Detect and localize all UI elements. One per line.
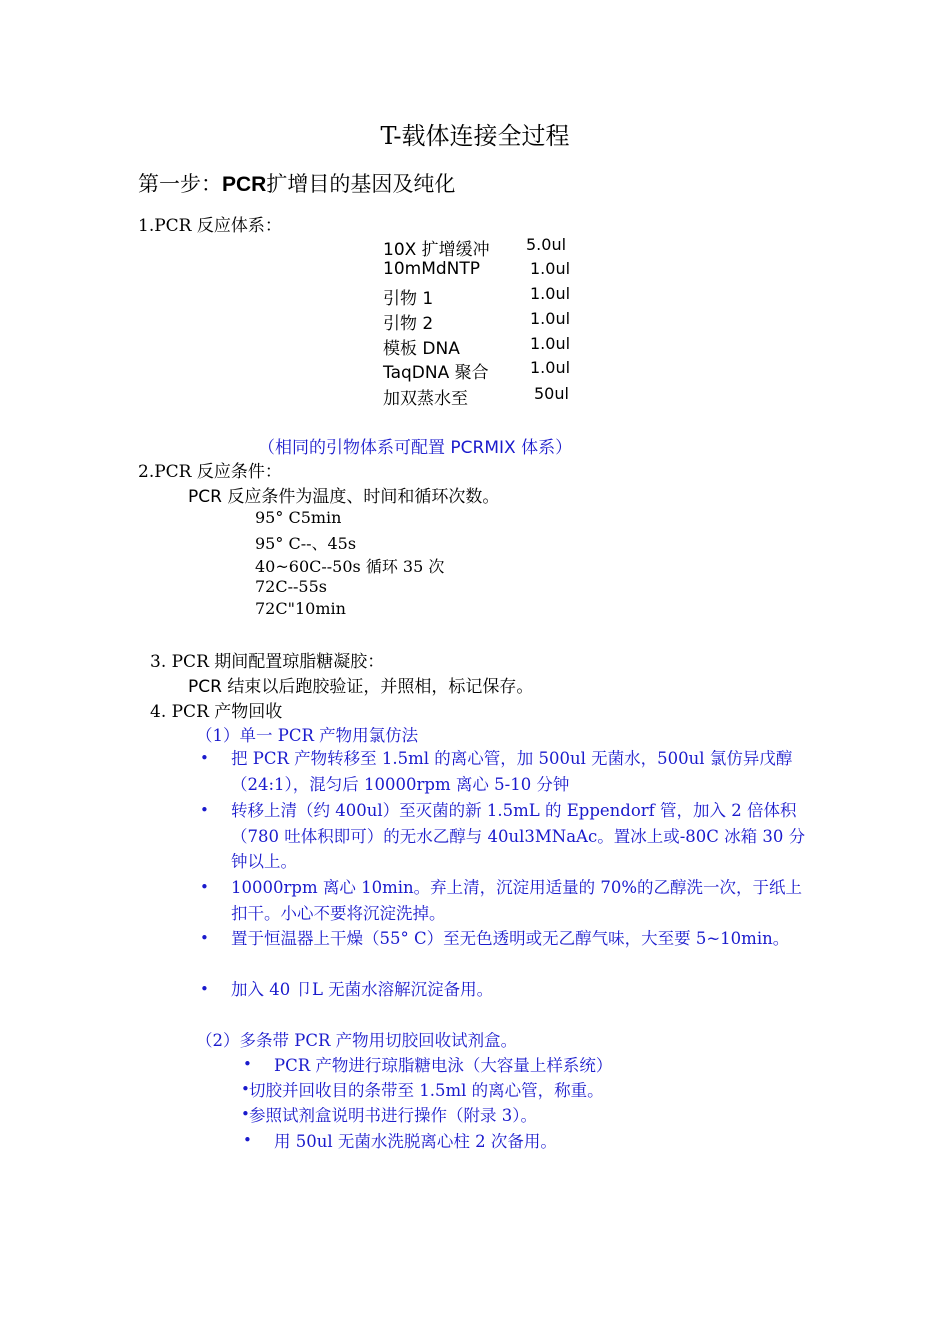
sub1-bullet-text: 加入 40 卩L 无菌水溶解沉淀备用。	[231, 980, 494, 999]
sub1-title: （1）单一 PCR 产物用氯仿法	[196, 726, 419, 745]
step1-pcr: PCR	[222, 173, 267, 196]
reagent-name: 引物 1	[383, 289, 434, 309]
sec1-heading: 1.PCR 反应体系：	[138, 216, 282, 236]
bullet-marker: •	[243, 1131, 252, 1149]
condition-line: 95° C--、45s	[255, 534, 357, 553]
condition-line: 40~60C--50s 循环 35 次	[255, 557, 445, 576]
reagent-volume: 1.0ul	[530, 309, 571, 328]
reagent-name: 10mMdNTP	[383, 259, 481, 279]
reagent-volume: 50ul	[534, 384, 569, 403]
bullet-marker: •	[200, 801, 209, 819]
sub1-bullet-text: 10000rpm 离心 10min。弃上清，沉淀用适量的 70%的乙醇洗一次，于纸上扣干。小心不要将沉淀洗掉。	[231, 878, 803, 923]
bullet-marker: •	[200, 980, 209, 998]
condition-line: 72C"10min	[255, 599, 346, 618]
reagent-name: 模板 DNA	[383, 339, 460, 359]
condition-line: 95° C5min	[255, 508, 342, 527]
sub2-bullet-text: 参照试剂盒说明书进行操作（附录 3）。	[249, 1106, 537, 1125]
bullet-marker: •	[200, 929, 209, 947]
reagent-volume: 1.0ul	[530, 259, 571, 278]
reagent-volume: 5.0ul	[526, 235, 567, 254]
bullet-marker: •	[200, 878, 209, 896]
reagent-volume: 1.0ul	[530, 334, 571, 353]
bullet-marker: •	[200, 749, 209, 767]
sec3-heading: 3. PCR 期间配置琼脂糖凝胶：	[150, 652, 385, 672]
reagent-name: TaqDNA 聚合	[383, 363, 489, 383]
sub2-bullet-text: PCR 产物进行琼脂糖电泳（大容量上样系统）	[274, 1056, 613, 1075]
sub1-bullet-text: 转移上清（约 400ul）至灭菌的新 1.5mL 的 Eppendorf 管，加入 2 倍体积（780 吐体积即可）的无水乙醇与 40ul3MNaAc。置冰上或-80C 冰箱 30 分钟以上。	[231, 801, 806, 871]
sec3-desc: PCR 结束以后跑胶验证，并照相，标记保存。	[188, 677, 534, 697]
reagent-name: 加双蒸水至	[383, 389, 468, 409]
sub2-title: （2）多条带 PCR 产物用切胶回收试剂盒。	[196, 1031, 518, 1050]
bullet-marker: •	[241, 1105, 250, 1123]
sec2-heading: 2.PCR 反应条件：	[138, 462, 282, 482]
sub2-bullet-text: 切胶并回收目的条带至 1.5ml 的离心管，称重。	[249, 1081, 604, 1100]
sec2-desc: PCR 反应条件为温度、时间和循环次数。	[188, 487, 500, 507]
reagent-volume: 1.0ul	[530, 284, 571, 303]
pcrmix-note: （相同的引物体系可配置 PCRMIX 体系）	[258, 438, 573, 458]
step1-rest: 扩增目的基因及纯化	[266, 172, 456, 196]
sub2-bullet-text: 用 50ul 无菌水洗脱离心柱 2 次备用。	[274, 1132, 557, 1151]
sub1-bullet-text: 置于恒温器上干燥（55° C）至无色透明或无乙醇气味，大至要 5~10min。	[231, 929, 790, 948]
reagent-volume: 1.0ul	[530, 358, 571, 377]
step1-prefix: 第一步：	[138, 172, 222, 196]
step1-heading	[138, 168, 455, 198]
reagent-name: 引物 2	[383, 314, 434, 334]
bullet-marker: •	[243, 1055, 252, 1073]
document-title: T-载体连接全过程	[380, 122, 570, 150]
bullet-marker: •	[241, 1080, 250, 1098]
reagent-name: 10X 扩增缓冲	[383, 240, 490, 260]
sub1-bullet-text: 把 PCR 产物转移至 1.5ml 的离心管，加 500ul 无菌水，500ul 氯仿异戊醇（24:1），混匀后 10000rpm 离心 5-10 分钟	[231, 749, 793, 794]
condition-line: 72C--55s	[255, 577, 327, 596]
sec4-heading: 4. PCR 产物回收	[150, 702, 283, 722]
